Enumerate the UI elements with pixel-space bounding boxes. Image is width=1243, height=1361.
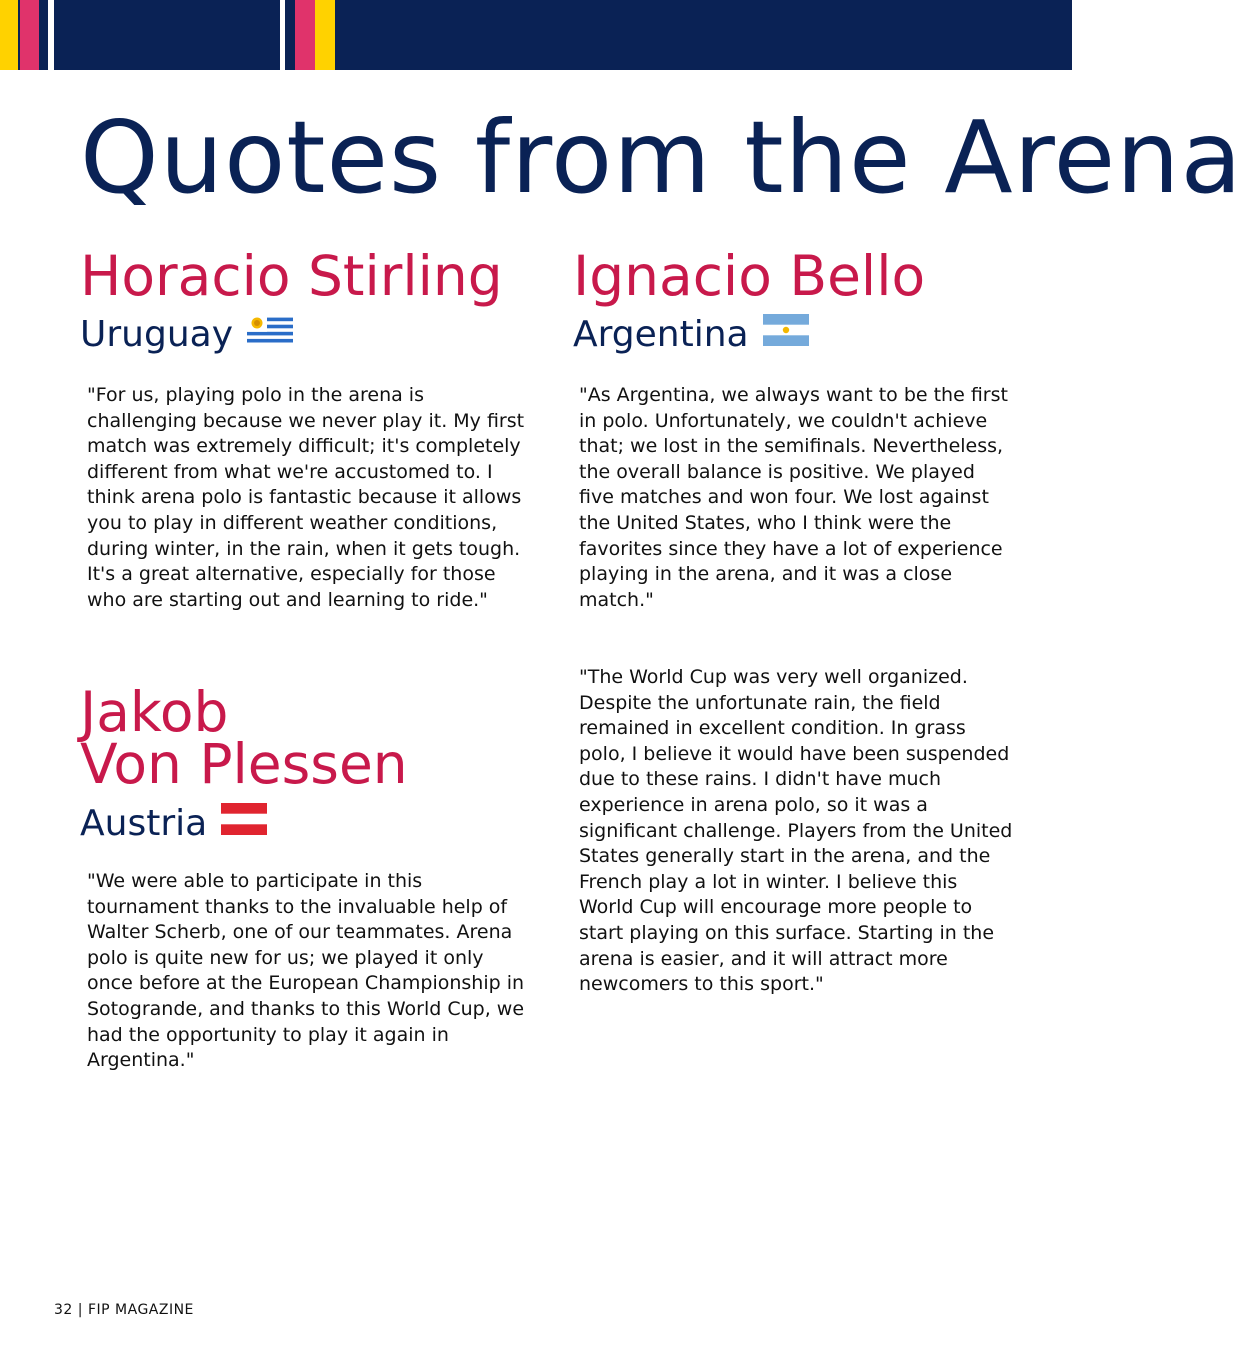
argentina-flag-icon (763, 313, 809, 357)
country-label: Austria (80, 803, 208, 844)
country-label: Uruguay (80, 314, 233, 355)
player-country (573, 313, 809, 357)
player-quote: "We were able to participate in this tournament thanks to the invaluable help of Walter Scherb, one of our teammates. Arena polo is quite new for us; we played it only once before at the European Championship in Sotogrande, and thanks to this World Cup, we had the opportunity to play it again in Argentina." (87, 870, 525, 1072)
player-name (80, 680, 408, 796)
player-name: Horacio Stirling (80, 244, 503, 308)
page-footer (54, 1302, 194, 1318)
country-label: Argentina (573, 314, 749, 355)
footer-separator: | (77, 1302, 83, 1318)
player-name-line: Von Plessen (80, 732, 408, 796)
uruguay-flag-icon (247, 313, 293, 357)
page-number: 32 (54, 1302, 73, 1318)
player-quote: "As Argentina, we always want to be the first in polo. Unfortunately, we couldn't achieve that; we lost in the semifinals. Nevertheless, the overall balance is positive. We played five matches and won four. We lost against the United States, who I think were the favorites since they have a lot of experience playing in the arena, and it was a close match." (579, 384, 1008, 611)
player-quote: "For us, playing polo in the arena is challenging because we never play it. My first match was extremely difficult; it's completely different from what we're accustomed to. I think arena polo is fantastic because it allows you to play in different weather conditions, during winter, in the rain, when it gets tough. It's a great alternative, especially for those who are starting out and learning to ride." (87, 384, 525, 611)
page-title: Quotes from the Arena (80, 99, 1243, 216)
player-name: Ignacio Bello (573, 244, 926, 308)
player-quote: "The World Cup was very well organized. Despite the unfortunate rain, the field remained in excellent condition. In grass polo, I believe it would have been suspended due to these rains. I didn't have much experience in arena polo, so it was a significant challenge. Players from the United States generally start in the arena, and the French play a lot in winter. I believe this World Cup will encourage more people to start playing on this surface. Starting in the arena is easier, and it will attract more newcomers to this sport." (579, 666, 1013, 996)
player-country (80, 313, 293, 357)
austria-flag-icon (221, 802, 267, 846)
header-stripe-white (280, 0, 285, 70)
header-stripe-pink (295, 0, 315, 70)
player-country (80, 802, 267, 846)
header-bar (0, 0, 1072, 70)
header-stripe-yellow (315, 0, 335, 70)
header-stripe-yellow (0, 0, 18, 70)
player-name-line: Jakob (80, 680, 229, 744)
header-stripe-pink (20, 0, 39, 70)
publication-name: FIP MAGAZINE (87, 1302, 194, 1318)
header-stripe-white (48, 0, 54, 70)
